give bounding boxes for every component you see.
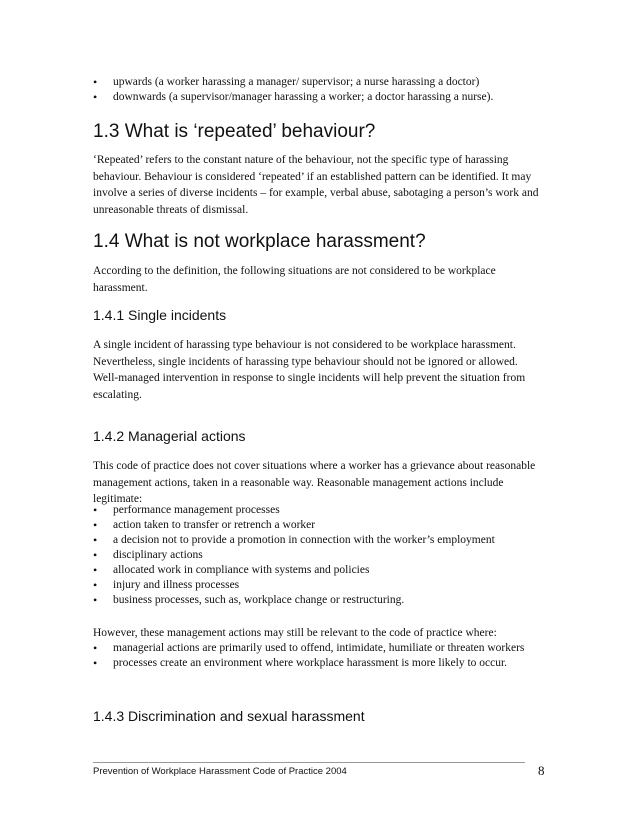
list-item: • upwards (a worker harassing a manager/ supervisor; a nurse harassing a doctor) [93,75,563,90]
list-item: • disciplinary actions [93,548,563,563]
top-bullet-list [93,75,563,105]
management-actions-list [93,503,563,608]
section-1-4-2-paragraph-2: However, these management actions may still be relevant to the code of practice where: [93,627,497,639]
list-item: • processes create an environment where workplace harassment is more likely to occur. [93,656,548,671]
list-item: • a decision not to provide a promotion in connection with the worker’s employment [93,533,563,548]
list-item: • business processes, such as, workplace change or restructuring. [93,593,563,608]
section-1-4-1-paragraph: A single incident of harassing type behaviour is not considered to be workplace harassment. Nevertheless, single incidents of harassing type behaviour should not be ignored or allowed. Well-managed intervention in response to single incidents will help prevent the situation from escalating. [93,339,526,401]
section-1-4-1-heading: 1.4.1 Single incidents [93,307,227,323]
footer-title: Prevention of Workplace Harassment Code of Practice 2004 [93,766,347,777]
list-item: • managerial actions are primarily used to offend, intimidate, humiliate or threaten workers [93,641,548,656]
section-1-3-heading: 1.3 What is ‘repeated’ behaviour? [93,121,376,142]
list-item: • performance management processes [93,503,563,518]
list-item: • downwards (a supervisor/manager harassing a worker; a doctor harassing a nurse). [93,90,563,105]
footer-divider [93,762,525,763]
section-1-4-3-heading: 1.4.3 Discrimination and sexual harassment [93,708,365,724]
section-1-3-paragraph: ‘Repeated’ refers to the constant nature of the behaviour, not the specific type of harassing behaviour. Behaviour is considered ‘repeated’ if an established pattern can be identified. It may involve a series of diverse incidents – for example, verbal abuse, sabotaging a person’s work and unreasonable threats of dismissal. [93,154,539,216]
section-1-4-2-heading: 1.4.2 Managerial actions [93,428,246,444]
section-1-4-paragraph: According to the definition, the following situations are not considered to be workplace harassment. [93,265,496,294]
list-item: • action taken to transfer or retrench a worker [93,518,563,533]
list-item: • injury and illness processes [93,578,563,593]
section-1-4-2-paragraph: This code of practice does not cover situations where a worker has a grievance about reasonable management actions, taken in a reasonable way. Reasonable management actions include legitimate: [93,460,536,505]
relevance-conditions-list [93,641,548,671]
page-number: 8 [538,763,545,778]
list-item: • allocated work in compliance with systems and policies [93,563,563,578]
section-1-4-heading: 1.4 What is not workplace harassment? [93,231,426,252]
